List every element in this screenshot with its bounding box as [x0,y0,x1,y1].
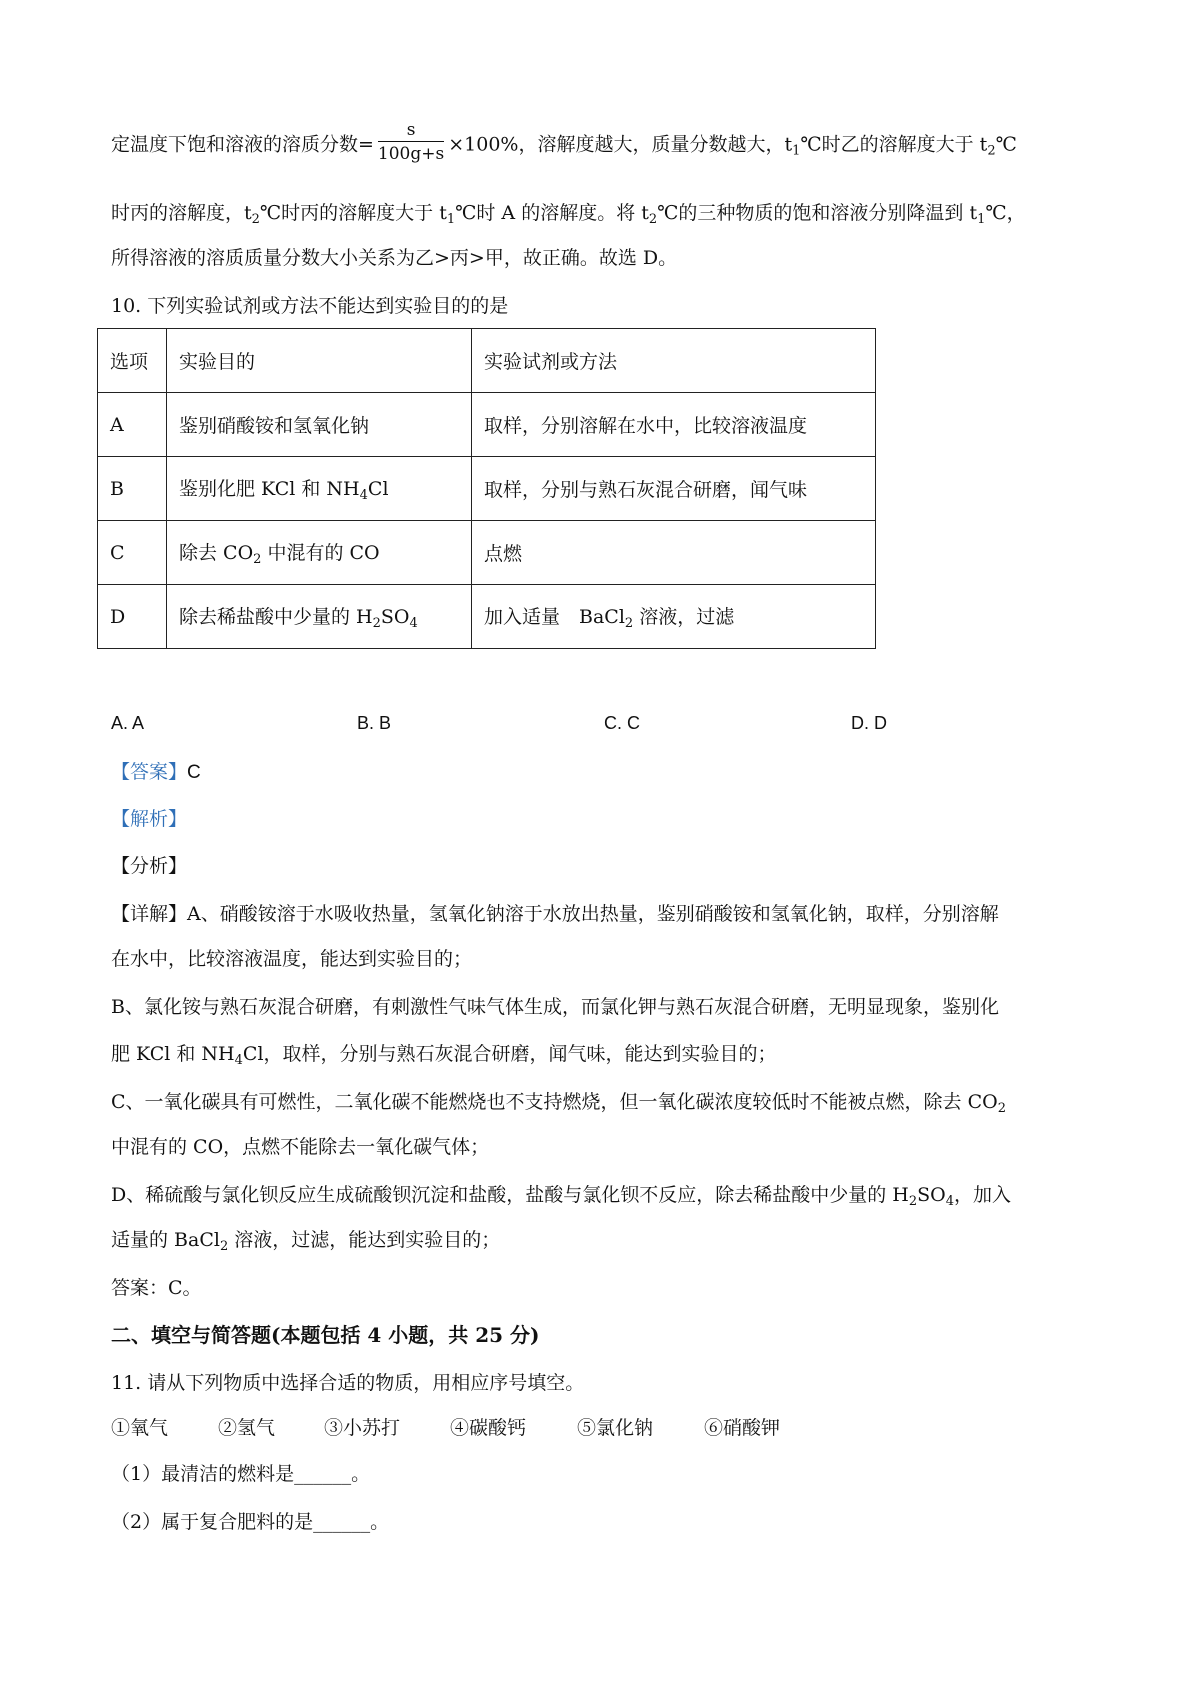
answer-line [111,758,201,787]
row-purpose: 鉴别硝酸铵和氢氧化钠 [167,393,472,457]
row-option: D [98,585,167,649]
text-span: ℃时乙的溶解度大于 t [800,133,988,156]
solubility-line-1 [111,122,1017,169]
detail-line-2: 在水中，比较溶液温度，能达到实验目的； [111,948,473,970]
subscript: 2 [908,1194,918,1209]
subscript: 2 [251,212,260,227]
subscript: 4 [359,488,368,503]
subscript: 1 [446,212,456,227]
section-heading: 二、填空与简答题(本题包括 4 小题，共 25 分) [111,1323,540,1347]
fraction [378,119,444,166]
subscript: 1 [977,212,986,227]
detail-line-4 [111,1040,777,1075]
text-span: C、一氧化碳具有可燃性，二氧化碳不能燃烧也不支持燃烧，但一氧化碳浓度较低时不能被点燃，除去 CO [111,1091,998,1113]
answer-value: C [187,762,201,783]
text-span: ，加入 [954,1184,1012,1206]
text-span: Cl，取样，分别与熟石灰混合研磨，闻气味，能达到实验目的； [242,1043,777,1065]
answer-tag: 【答案】 [111,761,188,783]
q11-part-2: （2）属于复合肥料的是______。 [111,1511,390,1533]
text-span: Cl [367,478,389,500]
detail-line-6: 中混有的 CO，点燃不能除去一氧化碳气体； [111,1136,490,1158]
q10-stem: 10. 下列实验试剂或方法不能达到实验目的的是 [111,295,509,317]
subscript: 2 [987,143,996,159]
solubility-line-2 [111,199,1026,234]
text-span: ℃时丙的溶解度大于 t [259,202,447,224]
text-span: 时丙的溶解度，t [111,202,252,224]
option-c: C. C [604,713,640,733]
row-option: B [98,457,167,521]
text-span: 加入适量 BaCl [484,606,625,628]
header-purpose: 实验目的 [167,329,472,393]
text-span: ℃的三种物质的饱和溶液分别降温到 t [657,202,978,224]
text-span: D、稀硫酸与氯化钡反应生成硫酸钡沉淀和盐酸，盐酸与氯化钡不反应，除去稀盐酸中少量的 H [111,1184,909,1206]
analysis-tag: 【解析】 [111,808,188,830]
option-b: B. B [357,713,392,733]
subscript: 2 [372,616,381,631]
subscript: 4 [945,1194,955,1209]
solubility-line-3: 所得溶液的溶质质量分数大小关系为乙>丙>甲，故正确。故选 D。 [111,247,678,269]
text-span: ×100%，溶解度越大，质量分数越大，t [448,133,793,156]
subscript: 4 [409,616,418,631]
text-span: 除去稀盐酸中少量的 H [179,606,373,628]
choice-item: ④碳酸钙 [450,1417,527,1439]
choice-item: ①氧气 [111,1417,169,1439]
row-option: C [98,521,167,585]
detail-line-3: B、氯化铵与熟石灰混合研磨，有刺激性气味气体生成，而氯化钾与熟石灰混合研磨，无明显现象，鉴别化 [111,996,999,1018]
table-header-row [98,329,876,393]
detail-line-1: 【详解】A、硝酸铵溶于水吸收热量，氢氧化钠溶于水放出热量，鉴别硝酸铵和氢氧化钠，取样，分别溶解 [111,903,999,925]
q11-stem: 11. 请从下列物质中选择合适的物质，用相应序号填空。 [111,1372,585,1394]
text-span: 除去 CO [179,542,254,564]
subscript: 2 [648,212,658,227]
header-option: 选项 [98,329,167,393]
text-span: 肥 KCl 和 NH [111,1043,235,1065]
experiment-table [97,328,876,649]
option-a: A. A [111,713,145,733]
row-purpose [167,585,472,649]
subscript: 2 [219,1239,229,1254]
row-method: 取样，分别与熟石灰混合研磨，闻气味 [472,457,876,521]
row-method: 点燃 [472,521,876,585]
q11-part-1: （1）最清洁的燃料是______。 [111,1463,371,1485]
fenxi-tag: 【分析】 [111,855,188,877]
row-option: A [98,393,167,457]
row-method: 取样，分别溶解在水中，比较溶液温度 [472,393,876,457]
detail-answer: 答案：C。 [111,1277,202,1299]
fraction-numerator: s [406,120,416,140]
detail-line-5 [111,1088,1006,1123]
choice-item: ③小苏打 [324,1417,401,1439]
table-row [98,393,876,457]
choice-item: ⑤氯化钠 [577,1417,654,1439]
text-span: 溶液，过滤 [633,606,735,628]
row-method [472,585,876,649]
subscript: 2 [997,1101,1006,1116]
subscript: 2 [624,616,634,631]
subscript: 2 [253,552,262,567]
table-row [98,457,876,521]
option-d: D. D [851,713,887,733]
detail-line-8 [111,1226,500,1261]
text-span: ℃ [995,133,1017,156]
text-span: 定温度下饱和溶液的溶质分数= [111,133,374,156]
subscript: 4 [234,1053,243,1068]
choice-item: ②氢气 [218,1417,276,1439]
text-span: SO [917,1184,946,1206]
table-row [98,521,876,585]
header-method: 实验试剂或方法 [472,329,876,393]
text-span: ℃时 A 的溶解度。将 t [455,202,649,224]
text-span: 适量的 BaCl [111,1229,220,1251]
text-span: 溶液，过滤，能达到实验目的； [228,1229,501,1251]
row-purpose [167,521,472,585]
table-row [98,585,876,649]
text-span: 中混有的 CO [261,542,380,564]
choice-item: ⑥硝酸钾 [704,1417,781,1439]
text-span: ℃， [985,202,1026,224]
detail-line-7 [111,1181,1011,1216]
subscript: 1 [792,143,801,159]
text-span: 鉴别化肥 KCl 和 NH [179,478,360,500]
row-purpose [167,457,472,521]
fraction-denominator: 100g+s [377,144,445,164]
text-span: SO [380,606,410,628]
